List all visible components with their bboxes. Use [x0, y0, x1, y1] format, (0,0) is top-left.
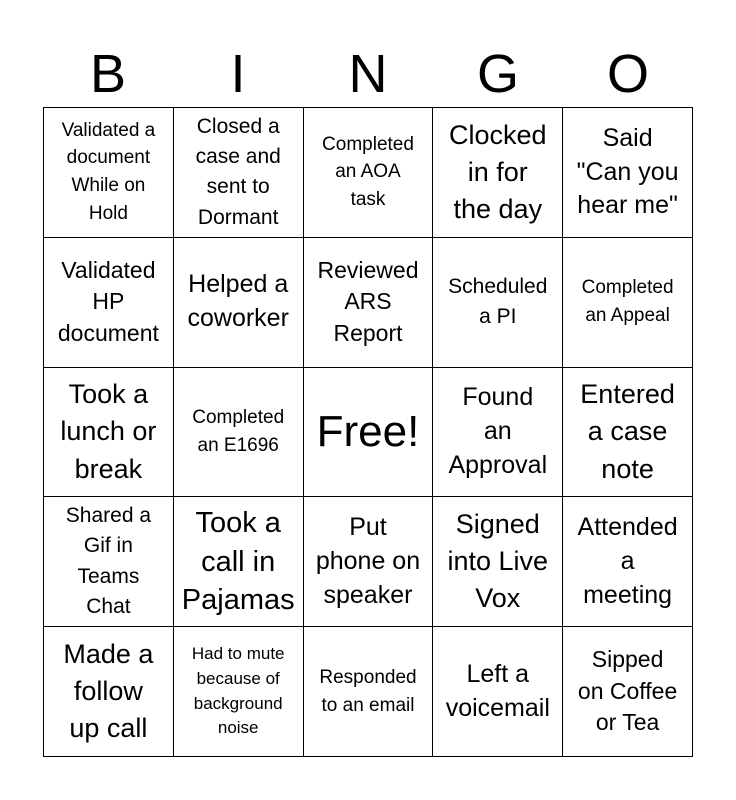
bingo-cell-r1c3[interactable]: Completed an AOA task: [304, 108, 434, 238]
header-letter-o: O: [606, 44, 649, 104]
bingo-cell-r5c5[interactable]: Sipped on Coffee or Tea: [563, 627, 693, 757]
bingo-cell-r4c3[interactable]: Put phone on speaker: [304, 497, 434, 627]
bingo-cell-r2c3[interactable]: Reviewed ARS Report: [304, 238, 434, 368]
bingo-cell-r3c2[interactable]: Completed an E1696: [174, 368, 304, 498]
bingo-cell-r2c5[interactable]: Completed an Appeal: [563, 238, 693, 368]
bingo-cell-r3c4[interactable]: Found an Approval: [433, 368, 563, 498]
bingo-cell-r4c1[interactable]: Shared a Gif in Teams Chat: [44, 497, 174, 627]
bingo-header: [43, 40, 693, 108]
bingo-cell-r4c5[interactable]: Attended a meeting: [563, 497, 693, 627]
bingo-cell-r5c2[interactable]: Had to mute because of background noise: [174, 627, 304, 757]
bingo-cell-r1c5[interactable]: Said "Can you hear me": [563, 108, 693, 238]
bingo-cell-r3c1[interactable]: Took a lunch or break: [44, 368, 174, 498]
bingo-cell-r2c4[interactable]: Scheduled a PI: [433, 238, 563, 368]
bingo-cell-free[interactable]: Free!: [304, 368, 434, 498]
bingo-cell-r5c3[interactable]: Responded to an email: [304, 627, 434, 757]
bingo-cell-r1c4[interactable]: Clocked in for the day: [433, 108, 563, 238]
bingo-cell-r5c1[interactable]: Made a follow up call: [44, 627, 174, 757]
header-letter-g: G: [476, 44, 519, 104]
bingo-cell-r1c1[interactable]: Validated a document While on Hold: [44, 108, 174, 238]
header-letter-i: I: [230, 44, 246, 104]
bingo-cell-r2c1[interactable]: Validated HP document: [44, 238, 174, 368]
bingo-cell-r3c5[interactable]: Entered a case note: [563, 368, 693, 498]
header-letter-b: B: [89, 44, 127, 104]
bingo-cell-r1c2[interactable]: Closed a case and sent to Dormant: [174, 108, 304, 238]
bingo-cell-r2c2[interactable]: Helped a coworker: [174, 238, 304, 368]
bingo-cell-r4c4[interactable]: Signed into Live Vox: [433, 497, 563, 627]
header-letter-n: N: [348, 44, 388, 104]
bingo-cell-r5c4[interactable]: Left a voicemail: [433, 627, 563, 757]
bingo-board: [43, 107, 693, 757]
bingo-cell-r4c2[interactable]: Took a call in Pajamas: [174, 497, 304, 627]
